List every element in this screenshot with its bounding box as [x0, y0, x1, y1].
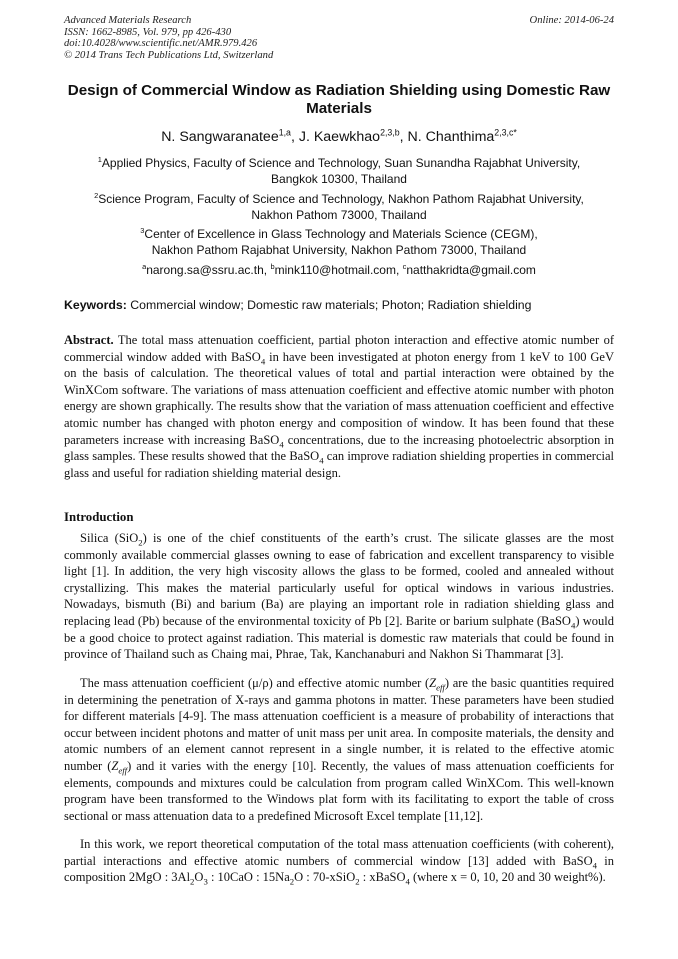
subscript: 3 [203, 876, 208, 887]
subscript: 4 [592, 860, 597, 871]
abstract-text: concentrations, due to the increasing photoelectric absorption in glass samples. These results showed that the BaSO [64, 432, 614, 464]
email-mark: b [270, 262, 275, 271]
affil-mark: 2 [94, 191, 99, 200]
para-text: ) is one of the chief constituents of the earth’s crust. The silicate glasses are the most commonly available commercial glasses owning to ease of fabrication and excellent transparency to visible light [1]. In addition, the very high viscosity allows the glass to be formed, cooled and annealed without crystallizing. This makes the material particularly useful for optical windows in various industries. Nowadays, bismuth (Bi) and barium (Ba) are playing an important role in radiation shielding glass and replacing lead (Pb) because of the environmental toxicity of Pb [2]. Barite or barium sulphate (BaSO [64, 531, 614, 628]
abstract-label: Abstract. [64, 333, 114, 347]
affil-line: Applied Physics, Faculty of Science and Technology, Suan Sunandha Rajabhat University, [101, 156, 581, 170]
symbol: Z [111, 758, 119, 773]
paper-title: Design of Commercial Window as Radiation Shielding using Domestic Raw Materials [67, 82, 611, 117]
email-address[interactable]: natthakridta@gmail.com [406, 263, 536, 277]
para-text: in composition 2MgO : 3Al [64, 853, 614, 885]
subscript: 2 [190, 876, 195, 887]
abstract-text: can improve radiation shielding properties in commercial glass and useful for radiation shielding material design. [64, 449, 614, 480]
subscript: 4 [260, 356, 266, 367]
subscript: 2 [355, 876, 360, 887]
email-address[interactable]: mink110@hotmail.com, [274, 263, 400, 277]
affil-line: Science Program, Faculty of Science and Technology, Nakhon Pathom Rajabhat University, [98, 192, 584, 206]
author-name: J. Kaewkhao [298, 129, 381, 145]
para-text: O : 70-xSiO [294, 870, 356, 885]
subscript: 2 [289, 876, 295, 887]
para-text: (where x = 0, 10, 20 and 30 weight%). [409, 870, 606, 885]
subscript: 4 [279, 439, 284, 450]
affil-line: Nakhon Pathom Rajabhat University, Nakhon Pathom 73000, Thailand [151, 243, 527, 257]
author-affil-mark: 2,3,b [380, 127, 400, 138]
abstract-text: in have been investigated at photon energy from 1 keV to 100 GeV on the basis of calculation. The theoretical values of total and partial interaction were obtained by the WinXCom software. The variations of mass attenuation coefficient and effective atomic number with photon energy are shown graphically. The results show that the variation of mass attenuation coefficient and effective atomic number has changed with photon energy and composition of window. It has been found that these parameters increase with increasing BaSO [64, 349, 614, 447]
affiliation-1 [64, 155, 614, 187]
affiliation-2 [64, 191, 614, 223]
symbol: Z [429, 676, 437, 690]
affil-mark: 3 [140, 226, 145, 235]
para-text: ) are the basic quantities required in determining the penetration of X-rays and gamma photons in matter. These parameters have been studied for different materials [4-9]. The mass attenuation coefficient is a measure of probability of interactions that occur between incident photons and matter of unit mass per unit area. In composite materials, the density and atomic numbers of an element cannot represent in a single number, it is related to the effective atomic number ( [64, 676, 614, 773]
online-date: Online: 2014-06-24 [529, 15, 614, 26]
issn-line: ISSN: 1662-8985, Vol. 979, pp 426-430 [64, 26, 232, 38]
para-text: Silica (SiO [80, 531, 139, 545]
affil-line: Nakhon Pathom 73000, Thailand [251, 208, 427, 222]
subscript: 4 [319, 455, 324, 466]
doi-line: doi:10.4028/www.scientific.net/AMR.979.426 [64, 38, 258, 50]
email-mark: a [142, 262, 147, 271]
intro-paragraph-1 [64, 530, 614, 663]
abstract-text: The total mass attenuation coefficient, partial photon interaction and effective atomic number of commercial window added with BaSO [64, 333, 614, 364]
para-text: The mass attenuation coefficient (μ/ρ) and effective atomic number ( [80, 676, 430, 690]
affiliation-3 [64, 226, 614, 258]
author-list: N. Sangwaranatee$^{1,a}$, J. Kaewkhao$^{2,3,b}$, N. Chanthima$^{2,3,c*}$ [161, 127, 517, 145]
affil-mark: 1 [97, 155, 102, 164]
section-heading-introduction: Introduction [64, 510, 134, 524]
para-text: O [194, 870, 204, 885]
para-text: ) would be a good choice to protect against radiation. This material is domestic raw materials that could be found in province of Thailand such as Chaing mai, Phrae, Tak, Kanchanaburi and Nakhon Si Thammarat [3]. [64, 613, 614, 662]
intro-paragraph-3 [64, 836, 614, 886]
para-text: : xBaSO [359, 870, 406, 885]
keywords-text: Commercial window; Domestic raw materials; Photon; Radiation shielding [130, 298, 532, 312]
abstract [64, 332, 614, 481]
author-affil-mark: 2,3,c* [494, 127, 517, 138]
para-text: ) and it varies with the energy [10]. Recently, the values of mass attenuation coefficients for elements, compounds and mixtures could be calculation from program called WinXCom. This well-known program have been transformed to the Windows plat form with its facilitating to export the table of cross sectional or mass attenuation data to a predefined Microsoft Excel template [11,12]. [64, 758, 614, 823]
subscript: eff [118, 765, 128, 776]
email-address[interactable]: narong.sa@ssru.ac.th, [146, 263, 268, 277]
email-mark: c [402, 262, 407, 271]
para-text: In this work, we report theoretical computation of the total mass attenuation coefficients (with coherent), partial interactions and effective atomic numbers of commercial window [13] added with BaSO [64, 837, 614, 868]
affil-line: Bangkok 10300, Thailand [271, 172, 407, 186]
keywords-label: Keywords: [64, 298, 127, 312]
subscript: 2 [138, 537, 143, 548]
author-affil-mark: 1,a [278, 127, 291, 138]
author-name: N. Sangwaranatee [161, 129, 279, 145]
author-name: N. Chanthima [407, 129, 495, 145]
subscript: eff [436, 682, 445, 693]
subscript: 4 [405, 876, 410, 887]
keywords [64, 297, 614, 313]
copyright-line: © 2014 Trans Tech Publications Ltd, Switzerland [64, 49, 274, 61]
subscript: 4 [570, 620, 576, 631]
journal-name: Advanced Materials Research [64, 15, 192, 26]
email-line [64, 262, 614, 278]
para-text: : 10CaO : 15Na [207, 870, 290, 885]
intro-paragraph-2 [64, 675, 614, 824]
affil-line: Center of Excellence in Glass Technology and Materials Science (CEGM), [144, 227, 538, 241]
journal-header [64, 15, 273, 61]
